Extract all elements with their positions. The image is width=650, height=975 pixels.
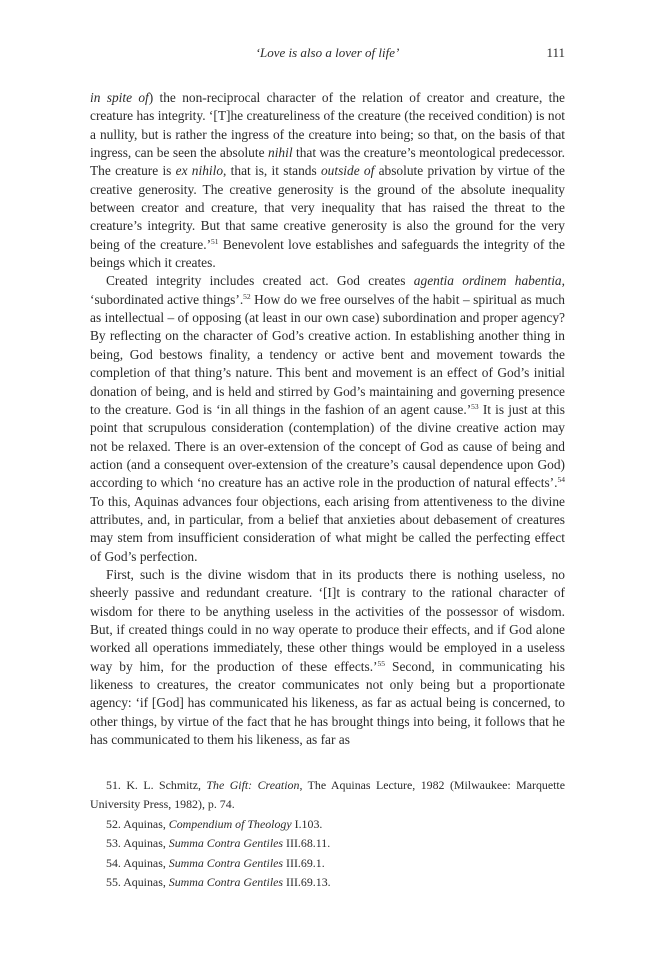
footnote-number: 52.	[106, 816, 121, 831]
footnotes	[90, 776, 565, 892]
footnote-ref[interactable]: 52	[243, 291, 251, 301]
running-head	[90, 45, 565, 65]
footnote-text: I.103.	[291, 816, 323, 831]
footnote-number: 54.	[106, 855, 121, 870]
footnote-53	[90, 834, 565, 853]
footnote-text: Aquinas,	[120, 875, 169, 890]
page-number: 111	[546, 45, 565, 60]
footnote-text: K. L. Schmitz,	[120, 778, 207, 792]
footnote-title: Summa Contra Gentiles	[168, 855, 284, 870]
italic-phrase: outside of	[320, 163, 375, 179]
text-run: It is just at this point that scrupulous consideration (contemplation) of the divine creative action may not be relaxed. There is an over-extension of the concept of God as cause of being and action (and a consequent over-extension of the creature’s causal dependence upon God) according to which ‘no creature has an active role in the production of natural effects’.	[90, 401, 565, 491]
text-run: that was the creature’s meontological predecessor. The creature is	[90, 145, 565, 179]
italic-phrase: nihil	[268, 145, 293, 161]
footnote-text: III.68.11.	[283, 836, 331, 851]
text-run: ) the non-reciprocal character of the relation of creator and creature, the creature has integrity. ‘[T]he creatureliness of the creature (the received condition) is not a nullity, but is rather the ingress of the creature into being; so that, on the basis of that ingress, can be seen the absolute	[90, 90, 565, 161]
footnote-54	[90, 854, 565, 873]
footnote-51	[90, 776, 565, 815]
paragraph-2	[90, 272, 565, 566]
footnote-number: 53.	[106, 836, 121, 851]
text-run: How do we free ourselves of the habit – spiritual as much as intellectual – of opposing (at least in our own case) subordination and proper agency? By reflecting on the character of God’s creative action. In establishing another thing in being, God bestows finality, a tendency or active bent and movement towards the completion of that thing’s nature. This bent and movement is an effect of God’s initial donation of being, and is held and stirred by God’s maintaining and governing presence to the creature. God is ‘in all things in the fashion of an agent cause.’	[90, 291, 565, 417]
text-run: First, such is the divine wisdom that in its products there is nothing useless, no sheerly passive and redundant creature. ‘[I]t is contrary to the rational character of wisdom for there to be anything useless in the activities of the possessor of wisdom. But, if created things could in no way operate to produce their effects, and if God alone worked all operations immediately, these other things would be employed in a useless way by him, for the production of these effects.’	[90, 566, 565, 674]
footnote-text: Aquinas,	[120, 855, 169, 870]
text-run: , ‘subordinated active things’.	[90, 273, 565, 307]
footnote-title: Summa Contra Gentiles	[168, 836, 284, 851]
footnote-text: Aquinas,	[120, 816, 169, 831]
paragraph-3	[90, 566, 565, 749]
footnote-number: 51.	[106, 778, 121, 792]
text-run: Created integrity includes created act. God creates	[106, 273, 414, 289]
footnote-ref[interactable]: 51	[211, 236, 219, 246]
footnote-ref[interactable]: 55	[377, 658, 386, 668]
italic-phrase: agentia ordinem habentia	[413, 273, 562, 289]
footnote-title: The Gift: Creation	[206, 778, 300, 792]
footnote-title: Compendium of Theology	[168, 816, 292, 831]
footnote-ref[interactable]: 54	[557, 475, 565, 485]
text-run: Second, in communicating his likeness to creatures, the creator communicates not only being but a proportionate agency: ‘if [God] has communicated his likeness, as far as actual being is concerned, to other things, by virtue of the fact that he has brought things into being, it follows that he has communicated to them his likeness, as far as	[90, 658, 566, 748]
footnote-text: III.69.1.	[283, 855, 325, 870]
running-title: ‘Love is also a lover of life’	[255, 45, 400, 60]
body-text	[90, 89, 565, 749]
footnote-text: III.69.13.	[283, 875, 331, 890]
footnote-text: , The Aquinas Lecture, 1982 (Milwaukee: Marquette University Press, 1982), p. 74.	[90, 778, 566, 812]
footnote-52	[90, 815, 565, 834]
footnote-text: Aquinas,	[120, 836, 169, 851]
footnote-ref[interactable]: 53	[471, 401, 479, 411]
footnote-number: 55.	[106, 875, 121, 890]
text-run: To this, Aquinas advances four objections, each arising from attentiveness to the divine attributes, and, in particular, from a belief that anxieties about debasement of creatures may stem from insufficient consideration of what might be called the perfecting effect of God’s perfection.	[90, 493, 565, 564]
text-run: absolute privation by virtue of the creative generosity. The creative generosity is the ground of the absolute inequality between creator and creature, that very inequality that has raised the threat to the creature’s integrity. But that same creative generosity is also the ground for the very being of the creature.’	[90, 163, 565, 252]
footnote-55	[90, 873, 565, 892]
italic-phrase: ex nihilo	[175, 163, 224, 179]
text-run: , that is, it stands	[223, 163, 321, 179]
footnote-title: Summa Contra Gentiles	[168, 875, 284, 890]
italic-phrase: in spite of	[90, 90, 149, 105]
paragraph-1	[90, 89, 565, 272]
text-run: Benevolent love establishes and safeguards the integrity of the beings which it creates.	[90, 236, 565, 271]
